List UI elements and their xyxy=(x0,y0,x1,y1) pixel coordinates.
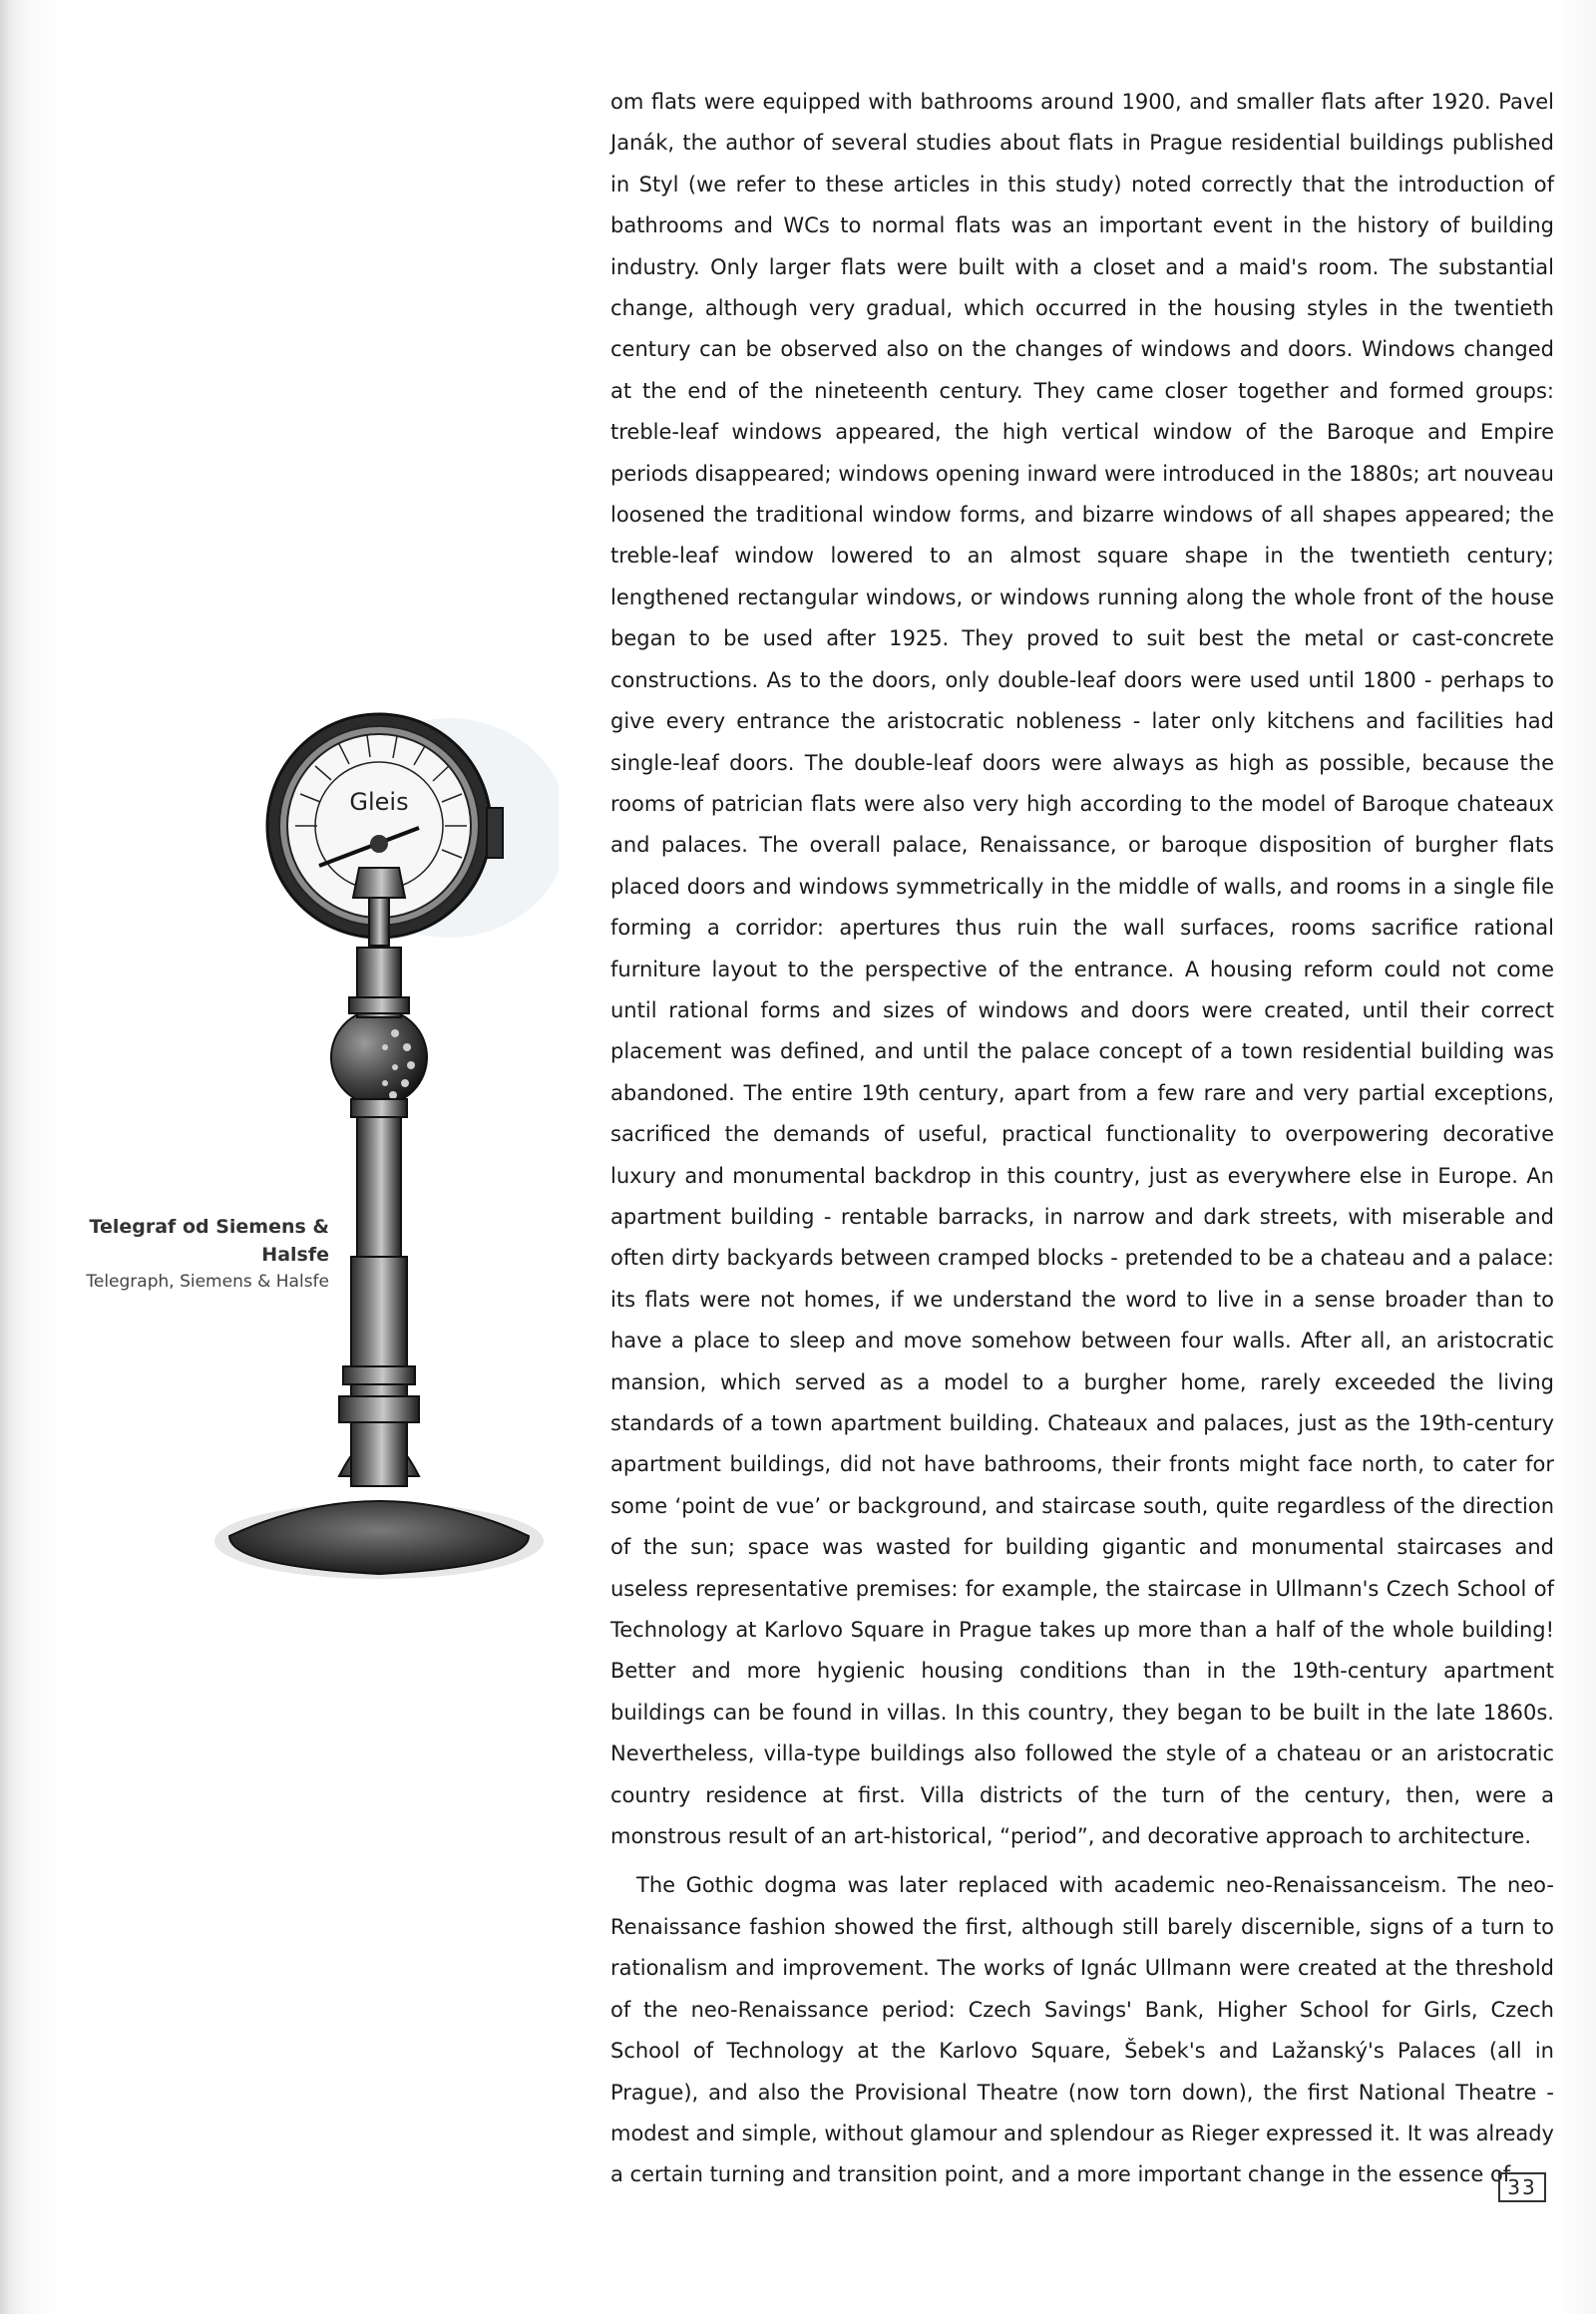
page-number: 33 xyxy=(1498,2172,1546,2202)
telegraph-illustration xyxy=(200,698,559,1596)
figure-caption xyxy=(40,1213,329,1295)
dial-label: Gleis xyxy=(349,788,409,816)
body-text xyxy=(610,82,1554,2196)
caption-english: Telegraph, Siemens & Halsfe xyxy=(86,1272,329,1292)
paragraph: om flats were equipped with bathrooms around 1900, and smaller flats after 1920. Pavel Janák, the author of several studies about flats in Prague residential buildings published in Styl (we refer to these articles in this study) noted correctly that the introduction of bathrooms and WCs to normal flats was an important event in the history of building industry. Only larger flats were built with a closet and a maid's room. The substantial change, although very gradual, which occurred in the housing styles in the twentieth century can be observed also on the changes of windows and doors. Windows changed at the end of the nineteenth century. They came closer together and formed groups: treble-leaf windows appeared, the high vertical window of the Baroque and Empire periods disappeared; windows opening inward were introduced in the 1880s; art nouveau loosened the traditional window forms, and bizarre windows of all shapes appeared; the treble-leaf window lowered to an almost square shape in the twentieth century; lengthened rectangular windows, or windows running along the whole front of the house began to be used after 1925. They proved to suit best the metal or cast-concrete constructions. As to the doors, only double-leaf doors were used until 1800 - perhaps to give every entrance the aristocratic nobleness - later only kitchens and facilities had single-leaf doors. The double-leaf doors were always as high as possible, because the rooms of patrician flats were also very high according to the model of Baroque chateaux and palaces. The overall palace, Renaissance, or baroque disposition of burgher flats placed doors and windows symmetrically in the middle of walls, and rooms in a single file forming a corridor: apertures thus ruin the wall surfaces, rooms sacrifice rational furniture layout to the perspective of the entrance. A housing reform could not come until rational forms and sizes of windows and doors were created, until their correct placement was defined, and until the palace concept of a town residential building was abandoned. The entire 19th century, apart from a few rare and very partial exceptions, sacrificed the demands of useful, practical functionality to overpowering decorative luxury and monumental backdrop in this country, just as everywhere else in Europe. An apartment building - rentable barracks, in narrow and dark streets, with miserable and often dirty backyards between cramped blocks - pretended to be a chateau and a palace: its flats were not homes, if we understand the word to live in a sense broader than to have a place to sleep and move somehow between four walls. After all, an aristocratic mansion, which served as a model to a burgher home, rarely exceeded the living standards of a town apartment building. Chateaux and palaces, just as the 19th-century apartment buildings, did not have bathrooms, their fronts might face north, to cater for some ‘point de vue’ or background, and staircase south, quite regardless of the direction of the sun; space was wasted for building gigantic and monumental staircases and useless representative premises: for example, the staircase in Ullmann's Czech School of Technology at Karlovo Square in Prague takes up more than a half of the whole building! Better and more hygienic housing conditions than in the 19th-century apartment buildings can be found in villas. In this country, they began to be built in the late 1860s. Nevertheless, villa-type buildings also followed the style of a chateau or an aristocratic country residence at first. Villa districts of the turn of the century, then, were a monstrous result of an art-historical, “period”, and decorative approach to architecture. xyxy=(610,90,1554,1849)
caption-czech: Telegraf od Siemens & Halsfe xyxy=(89,1216,329,1266)
telegraph-drawing xyxy=(200,698,559,1596)
paragraph: The Gothic dogma was later replaced with academic neo-Renaissanceism. The neo-Renaissance fashion showed the first, although still barely discernible, signs of a turn to rationalism and improvement. The works of Ignác Ullmann were created at the threshold of the neo-Renaissance period: Czech Savings' Bank, Higher School for Girls, Czech School of Technology at the Karlovo Square, Šebek's and Lažanský's Palaces (all in Prague), and also the Provisional Theatre (now torn down), the first National Theatre - modest and simple, without glamour and splendour as Rieger expressed it. It was already a certain turning and transition point, and a more important change in the essence of xyxy=(610,1873,1554,2187)
